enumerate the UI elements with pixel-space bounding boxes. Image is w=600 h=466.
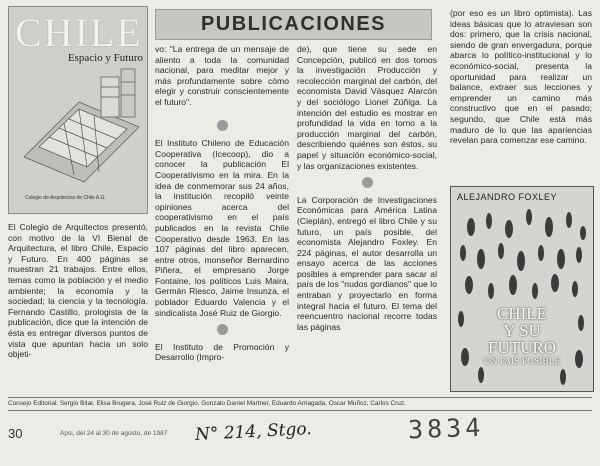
column-4 — [450, 8, 592, 146]
article-quote: vo: "La entrega de un mensaje de aliento a toda la comunidad nacional, para meditar mejor y más profundamente sobre cómo elegir y construir conscientemente el futuro". — [155, 44, 289, 107]
section-banner — [155, 9, 432, 40]
bullet-icon — [362, 177, 373, 188]
article-cieplan: La Corporación de Investigaciones Económicas para América Latina (Cieplán), entregó el libro Chile y su futuro, un país posible, del economista Alejandro Foxley. En 224 páginas, el autor desarrolla un ensayo acerca de las acciones posibles a emprender para sacar al país de los "nudos gordianos" que lo entraban y proyectarlo en forma integral hacia el futuro. El tema del reencuentro nacional recorre todas las páginas — [297, 194, 437, 332]
page-number: 30 — [8, 426, 23, 441]
column-2 — [155, 44, 289, 363]
cover-caption: Colegio de Arquitectos de Chile A.G. — [25, 195, 106, 201]
column-1 — [8, 222, 148, 360]
handwritten-number: 3834 — [407, 412, 485, 445]
editorial-credits: Consejo Editorial: Sergio Bitar, Elisa Brugera, José Ruiz de Giorgio, Gonzalo Daniel Martner, Eduardo Arriagada, Oscar Muñoz, Carlos Cruz. — [8, 397, 592, 411]
cover-subtitle: Espacio y Futuro — [67, 52, 143, 64]
book-cover-chile-espacio-futuro — [8, 6, 148, 214]
cover-author: ALEJANDRO FOXLEY — [457, 192, 558, 202]
article-icecoop: El Instituto Chileno de Educación Cooperativa (Icecoop), dio a conocer la publicación El Cooperativismo en la mira. En la idea de conmemorar sus 24 años, la institución recopiló veinte opiniones acerca del cooperativismo en el país publicados en la revista Chile Cooperativo desde 1963. En las 107 páginas del libro aparecen, entre otros, monseñor Bernardino Piñera, el empresario Jorge Fontaine, los políticos Luis Maira, Germán Riesco, Jaime Insunza, el poblador Eduardo Valencia y el sindicalista José Ruiz de Giorgio. — [155, 138, 289, 318]
book-cover-chile-y-su-futuro — [450, 186, 594, 392]
column-3 — [297, 44, 437, 332]
issue-date: Apsi, del 24 al 30 de agosto, de 1987 — [60, 430, 168, 437]
article-carbon: de), que tiene su sede en Concepción, publicó en dos tomos la investigación Producción y recolección marginal del carbón, del economista David Vásquez Alarcón y del sociólogo Lionel Zúñiga. La intención del estudio es mostrar en profundidad la vida en torno a la producción marginal del carbón, describiendo quiénes son éstos, su papel y situación económico-social, y las organizaciones existentes. — [297, 44, 437, 171]
cover-title: CHILE — [15, 10, 143, 55]
bullet-icon — [217, 324, 228, 335]
cover-subtitle: UN PAIS POSIBLE — [483, 357, 561, 367]
section-title: PUBLICACIONES — [200, 13, 387, 35]
handwritten-annotation: N° 214, Stgo. — [194, 418, 313, 446]
article-chile-espacio-futuro: El Colegio de Arquitectos presentó, con motivo de la VI Bienal de Arquitectura, el libro Chile, Espacio y Futuro. En 400 páginas se muestran 21 trabajos. Entre ellos, temas como la población y el medio ambiente; la economía y la sociedad; la ciencia y la tecnología. Fernando Castillo, prologista de la publicación, dice que la intención de ésta es entregar diversos puntos de vista que apuntan hacia un solo objeti- — [8, 222, 148, 360]
bullet-icon — [217, 120, 228, 131]
article-impro: El Instituto de Promoción y Desarrollo (Impro- — [155, 341, 289, 363]
cover-building-illustration — [9, 7, 147, 213]
article-foxley-continuation: (por eso es un libro optimista). Las ideas básicas que lo atraviesan son dos: primero, que la crisis nacional, siendo de gran envergadura, porque abarca lo político-institucional y lo económico-social, presenta la oportunidad para realizar un balance, extraer sus lecciones y emprender un camino más constructivo que en el pasado; segundo, que Chile está más maduro de lo que las apariencias revelan para comenzar ese camino. — [450, 8, 592, 146]
cover-title: CHILE Y SU FUTURO — [487, 304, 556, 357]
